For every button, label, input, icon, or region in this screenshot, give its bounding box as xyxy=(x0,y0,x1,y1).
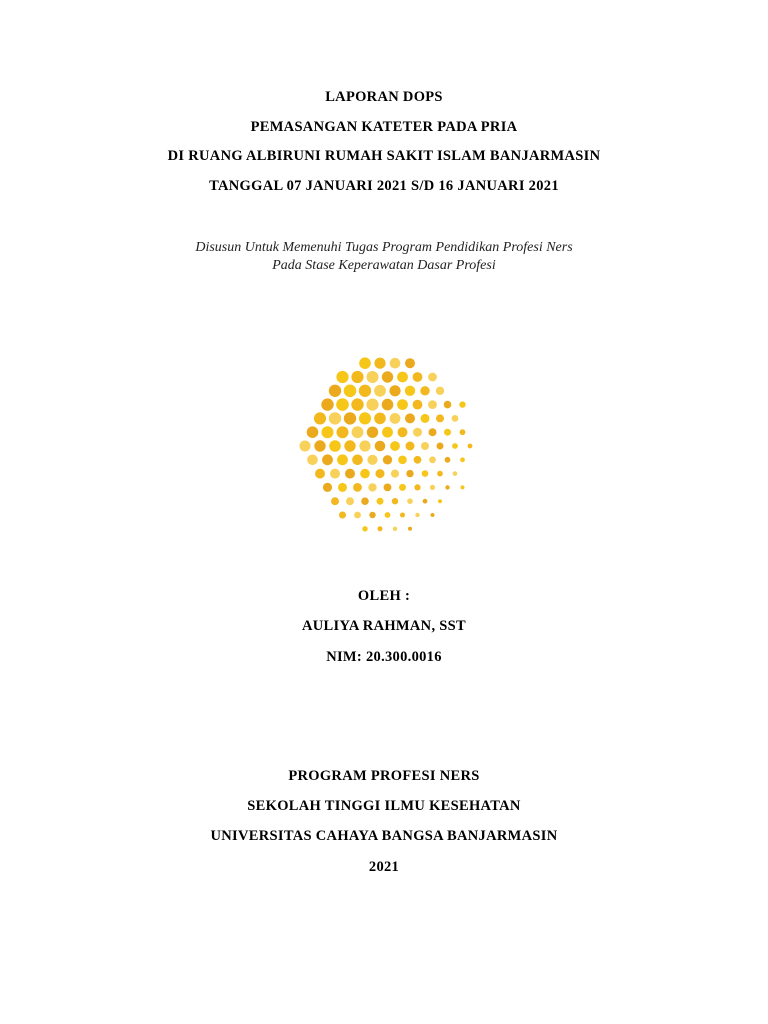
logo-dot xyxy=(351,398,363,410)
logo-dot xyxy=(413,428,422,437)
logo-dot xyxy=(336,371,348,383)
logo-dot xyxy=(461,485,465,489)
logo-dot xyxy=(375,441,386,452)
logo-dot xyxy=(374,358,385,369)
logo-dot xyxy=(367,427,378,438)
logo-dot xyxy=(359,385,371,397)
logo-dot xyxy=(321,398,333,410)
logo-dot xyxy=(374,413,386,425)
logo-dot xyxy=(437,443,444,450)
logo-dot xyxy=(346,497,354,505)
logo-dot xyxy=(405,413,415,423)
logo-dot xyxy=(459,401,465,407)
report-topic: PEMASANGAN KATETER PADA PRIA xyxy=(250,119,518,135)
logo-dot xyxy=(405,386,415,396)
logo-dot xyxy=(384,484,392,492)
logo-dot xyxy=(438,499,442,503)
logo-dot xyxy=(407,498,413,504)
logo-dot xyxy=(445,485,449,489)
logo-dot xyxy=(444,401,452,409)
logo-dot xyxy=(429,456,436,463)
purpose-line-2: Pada Stase Keperawatan Dasar Profesi xyxy=(272,258,496,273)
logo-dot xyxy=(445,457,451,463)
logo-dot xyxy=(339,512,346,519)
golden-dot-sphere-icon xyxy=(298,356,478,536)
logo-dot xyxy=(398,456,407,465)
logo-dot xyxy=(414,484,420,490)
logo-dot xyxy=(345,469,355,479)
logo-dot xyxy=(359,440,370,451)
logo-dot xyxy=(359,412,371,424)
logo-dot xyxy=(421,442,429,450)
logo-dot xyxy=(382,427,393,438)
logo-dot xyxy=(359,357,371,369)
logo-dot xyxy=(361,497,369,505)
logo-dot xyxy=(390,441,400,451)
logo-dot xyxy=(399,484,406,491)
logo-dot xyxy=(421,414,430,423)
logo-dot xyxy=(368,483,376,491)
logo-dot xyxy=(376,469,385,478)
logo-dot xyxy=(329,385,341,397)
logo-dot xyxy=(344,385,357,398)
logo-dot xyxy=(414,456,422,464)
logo-dot xyxy=(382,371,393,382)
logo-dot xyxy=(389,385,400,396)
logo-dot xyxy=(314,440,325,451)
logo-dot xyxy=(338,483,347,492)
logo-dot xyxy=(362,526,367,531)
logo-dot xyxy=(453,471,458,476)
year: 2021 xyxy=(368,859,400,875)
logo-dot xyxy=(431,513,435,517)
author-nim: NIM: 20.300.0016 xyxy=(326,649,442,665)
logo-dot xyxy=(420,386,429,395)
logo-dot xyxy=(369,512,375,518)
logo-dot xyxy=(300,441,311,452)
logo-dot xyxy=(415,513,419,517)
logo-dot xyxy=(353,483,362,492)
school-name: SEKOLAH TINGGI ILMU KESEHATAN xyxy=(247,798,521,814)
logo-dot xyxy=(322,426,334,438)
logo-dot xyxy=(391,470,399,478)
logo-dot xyxy=(452,415,459,422)
program-name: PROGRAM PROFESI NERS xyxy=(288,768,480,784)
logo-dot xyxy=(374,385,386,397)
logo-dot xyxy=(315,469,325,479)
logo-dot xyxy=(429,428,437,436)
logo-dot xyxy=(397,399,408,410)
logo-dot xyxy=(314,412,326,424)
logo-dot xyxy=(367,455,377,465)
logo-dot xyxy=(422,470,429,477)
logo-dot xyxy=(460,457,465,462)
logo-dot xyxy=(360,469,370,479)
by-label: OLEH : xyxy=(357,588,411,604)
logo-dot xyxy=(413,400,423,410)
logo-dot xyxy=(393,527,397,531)
logo-dot xyxy=(406,470,413,477)
logo-dot xyxy=(437,471,443,477)
logo-dot xyxy=(423,499,428,504)
logo-dot xyxy=(366,399,378,411)
logo-dot xyxy=(406,442,415,451)
logo-dot xyxy=(436,414,444,422)
logo-dot xyxy=(322,454,333,465)
logo-dot xyxy=(390,358,401,369)
logo-dot xyxy=(336,398,349,411)
logo-dot xyxy=(337,426,349,438)
logo-dot xyxy=(337,454,348,465)
logo-dot xyxy=(377,498,384,505)
logo-dot xyxy=(352,426,364,438)
logo-dot xyxy=(378,526,383,531)
logo-dot xyxy=(400,513,405,518)
logo-dot xyxy=(408,527,412,531)
logo-dot xyxy=(351,371,363,383)
logo-dot xyxy=(367,371,379,383)
logo-dot xyxy=(397,372,408,383)
logo-dot xyxy=(307,426,319,438)
logo-dot xyxy=(390,413,401,424)
report-location: DI RUANG ALBIRUNI RUMAH SAKIT ISLAM BANJARMASIN xyxy=(167,148,601,164)
logo-dot xyxy=(468,444,473,449)
logo-dot xyxy=(428,373,437,382)
logo-dot xyxy=(398,427,408,437)
report-title: LAPORAN DOPS xyxy=(325,89,443,105)
logo-dot xyxy=(436,387,444,395)
purpose-line-1: Disusun Untuk Memenuhi Tugas Program Pendidikan Profesi Ners xyxy=(195,240,573,255)
logo-dot xyxy=(307,455,318,466)
logo-dot xyxy=(385,512,391,518)
logo-dot xyxy=(428,400,437,409)
logo-dot xyxy=(329,440,341,452)
logo-dot xyxy=(354,512,361,519)
logo-dot xyxy=(405,358,415,368)
logo-dot xyxy=(460,429,466,435)
logo-dot xyxy=(383,455,392,464)
university-name: UNIVERSITAS CAHAYA BANGSA BANJARMASIN xyxy=(210,828,558,844)
logo-dot xyxy=(382,399,394,411)
logo-dot xyxy=(452,443,458,449)
logo-dot xyxy=(329,412,341,424)
author-name: AULIYA RAHMAN, SST xyxy=(302,618,466,634)
logo-dot xyxy=(413,372,423,382)
logo-dot xyxy=(430,485,435,490)
logo-dot xyxy=(323,483,332,492)
report-date-range: TANGGAL 07 JANUARI 2021 S/D 16 JANUARI 2021 xyxy=(209,178,559,194)
logo-dot xyxy=(330,469,340,479)
logo-dot xyxy=(352,455,363,466)
logo-dot xyxy=(344,440,355,451)
logo-dot xyxy=(331,497,339,505)
logo-dot xyxy=(444,429,451,436)
logo-dot xyxy=(392,498,398,504)
logo-dot xyxy=(344,412,356,424)
